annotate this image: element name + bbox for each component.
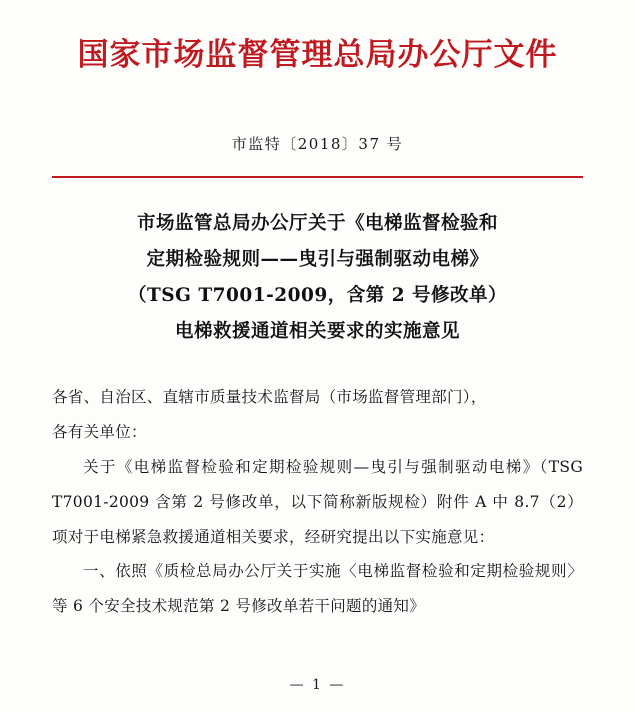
- document-title: [52, 206, 583, 350]
- title-line-2: 定期检验规则——曳引与强制驱动电梯》: [146, 248, 489, 270]
- red-divider-rule: [52, 176, 583, 178]
- masthead-title: 国家市场监督管理总局办公厅文件: [77, 37, 558, 73]
- masthead: [52, 0, 583, 75]
- title-line-3: （TSG T7001-2009，含第 2 号修改单）: [127, 284, 508, 306]
- title-line-1: 市场监管总局办公厅关于《电梯监督检验和: [136, 212, 498, 234]
- document-number-row: [52, 133, 583, 154]
- paragraph-addressee-2: 各有关单位：: [52, 422, 147, 441]
- document-body: [52, 380, 583, 624]
- paragraph-item-1: 一、依照《质检总局办公厅关于实施〈电梯监督检验和定期检验规则〉等 6 个安全技术规范第 2 号修改单若干问题的通知》: [52, 562, 583, 616]
- document-number: 市监特〔2018〕37 号: [231, 134, 404, 153]
- page-number: — 1 —: [289, 677, 346, 693]
- paragraph-intro: 关于《电梯监督检验和定期检验规则—曳引与强制驱动电梯》（TSG T7001-2009 含第 2 号修改单，以下简称新版规检）附件 A 中 8.7（2）项对于电梯紧急救援通道相关要求，经研究提出以下实施意见：: [52, 457, 583, 546]
- title-line-4: 电梯救援通道相关要求的实施意见: [174, 320, 460, 342]
- paragraph-addressee-1: 各省、自治区、直辖市质量技术监督局（市场监督管理部门），: [52, 388, 487, 406]
